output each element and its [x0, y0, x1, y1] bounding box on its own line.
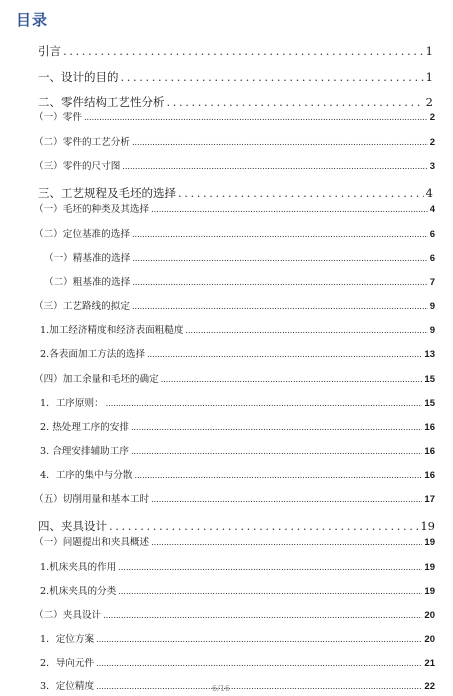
toc-entry-page: 19 [424, 537, 435, 548]
toc-entry-label: 2. 热处理工序的安排 [40, 422, 129, 433]
toc-entry-page: 6 [429, 253, 435, 264]
dot-leader [63, 44, 424, 58]
toc-entry[interactable] [38, 519, 435, 533]
toc-entry-label: （一）零件 [34, 112, 82, 123]
toc-entry[interactable] [34, 136, 435, 150]
dot-leader [96, 633, 422, 647]
dot-leader [167, 95, 424, 109]
toc-entry-label: （一）毛坯的种类及其选择 [34, 204, 150, 215]
dot-leader [103, 609, 422, 623]
toc-entry[interactable] [40, 633, 435, 647]
toc-entry-page: 19 [424, 586, 435, 597]
dot-leader [134, 469, 422, 483]
toc-entry-label: （二）定位基准的选择 [34, 229, 130, 240]
toc-entry-label: （三）工艺路线的拟定 [34, 301, 130, 312]
toc-entry-label: 四、夹具设计 [38, 519, 107, 533]
toc-entry[interactable] [40, 657, 435, 671]
toc-entry[interactable] [34, 609, 435, 623]
toc-entry-label: 三、工艺规程及毛坯的选择 [38, 186, 176, 200]
toc-entry-page: 1 [425, 44, 433, 58]
toc-entry-page: 13 [424, 349, 435, 360]
toc-entry[interactable] [44, 252, 435, 266]
toc-entry[interactable] [34, 300, 435, 314]
toc-entry[interactable] [40, 585, 435, 599]
dot-leader [96, 657, 422, 671]
dot-leader [132, 252, 427, 266]
toc-entry[interactable] [34, 373, 435, 387]
dot-leader [151, 203, 428, 217]
toc-entry[interactable] [34, 160, 435, 174]
toc-entry-page: 16 [424, 470, 435, 481]
dot-leader [131, 421, 422, 435]
toc-entry-label: 一、设计的目的 [38, 70, 119, 84]
toc-entry-page: 1 [425, 70, 433, 84]
toc-entry[interactable] [34, 493, 435, 507]
toc-entry-page: 20 [424, 610, 435, 621]
toc-entry-page: 15 [424, 374, 435, 385]
toc-heading: 目录 [16, 11, 49, 29]
toc-entry[interactable] [40, 680, 435, 694]
dot-leader [106, 397, 423, 411]
toc-entry-page: 9 [429, 325, 435, 336]
toc-entry-page: 2 [429, 137, 435, 148]
toc-entry-label: 二、零件结构工艺性分析 [38, 95, 165, 109]
toc-entry[interactable] [34, 228, 435, 242]
toc-entry-label: （四）加工余量和毛坯的确定 [34, 374, 159, 385]
toc-entry[interactable] [40, 324, 435, 338]
dot-leader [132, 276, 427, 290]
toc-entry-page: 22 [424, 681, 435, 692]
toc-entry[interactable] [40, 421, 435, 435]
toc-entry[interactable] [40, 397, 435, 411]
toc-entry-label: 1.加工经济精度和经济表面粗糙度 [40, 325, 184, 336]
toc-entry-page: 19 [424, 562, 435, 573]
toc-entry-label: 2.各表面加工方法的选择 [40, 349, 146, 360]
toc-entry-page: 2 [425, 95, 433, 109]
toc-entry-page: 2 [429, 112, 435, 123]
toc-entry-page: 4 [425, 186, 433, 200]
toc-entry-page: 15 [424, 398, 435, 409]
dot-leader [96, 680, 422, 694]
toc-entry-label: 1.机床夹具的作用 [40, 562, 117, 573]
toc-entry[interactable] [34, 111, 435, 125]
dot-leader [131, 445, 422, 459]
toc-entry-label: （二）夹具设计 [34, 610, 102, 621]
toc-entry-page: 6 [429, 229, 435, 240]
toc-entry-label: 3．定位精度 [40, 681, 95, 692]
toc-entry-label: （一）精基准的选择 [44, 253, 131, 264]
toc-entry-label: 1．定位方案 [40, 634, 95, 645]
toc-entry-label: 2．导向元件 [40, 658, 95, 669]
dot-leader [132, 300, 428, 314]
toc-entry[interactable] [38, 70, 433, 84]
toc-entry[interactable] [40, 469, 435, 483]
dot-leader [151, 536, 422, 550]
toc-entry-label: 引言 [38, 44, 61, 58]
toc-entry-label: （五）切削用量和基本工时 [34, 494, 150, 505]
toc-entry[interactable] [40, 348, 435, 362]
toc-entry-label: （二）零件的工艺分析 [34, 137, 130, 148]
toc-entry-page: 17 [424, 494, 435, 505]
toc-entry[interactable] [34, 203, 435, 217]
dot-leader [178, 186, 424, 200]
toc-entry-page: 16 [424, 446, 435, 457]
toc-entry-page: 16 [424, 422, 435, 433]
toc-entry-label: 2.机床夹具的分类 [40, 586, 117, 597]
toc-entry-label: 3. 合理安排辅助工序 [40, 446, 129, 457]
dot-leader [132, 136, 428, 150]
dot-leader [161, 373, 423, 387]
toc-entry[interactable] [44, 276, 435, 290]
toc-entry-page: 21 [424, 658, 435, 669]
toc-entry-label: 4．工序的集中与分散 [40, 470, 133, 481]
toc-entry[interactable] [38, 186, 433, 200]
toc-entry-page: 4 [429, 204, 435, 215]
toc-entry[interactable] [40, 445, 435, 459]
dot-leader [121, 70, 424, 84]
toc-entry-page: 9 [429, 301, 435, 312]
dot-leader [185, 324, 427, 338]
dot-leader [118, 585, 422, 599]
dot-leader [132, 228, 428, 242]
dot-leader [147, 348, 422, 362]
toc-entry-label: （二）粗基准的选择 [44, 277, 131, 288]
page-number-footer: 6/16 [212, 684, 230, 693]
dot-leader [84, 111, 428, 125]
dot-leader [118, 561, 422, 575]
toc-entry[interactable] [38, 95, 433, 109]
toc-entry-page: 19 [420, 519, 435, 533]
dot-leader [151, 493, 422, 507]
toc-entry[interactable] [40, 561, 435, 575]
toc-entry[interactable] [38, 44, 433, 58]
dot-leader [122, 160, 427, 174]
toc-entry-page: 7 [429, 277, 435, 288]
toc-entry-page: 3 [429, 161, 435, 172]
toc-entry-label: 1．工序原则： [40, 398, 104, 409]
dot-leader [109, 519, 418, 533]
toc-entry-page: 20 [424, 634, 435, 645]
toc-entry[interactable] [34, 536, 435, 550]
toc-entry-label: （一）问题提出和夹具概述 [34, 537, 150, 548]
toc-entry-label: （三）零件的尺寸图 [34, 161, 121, 172]
